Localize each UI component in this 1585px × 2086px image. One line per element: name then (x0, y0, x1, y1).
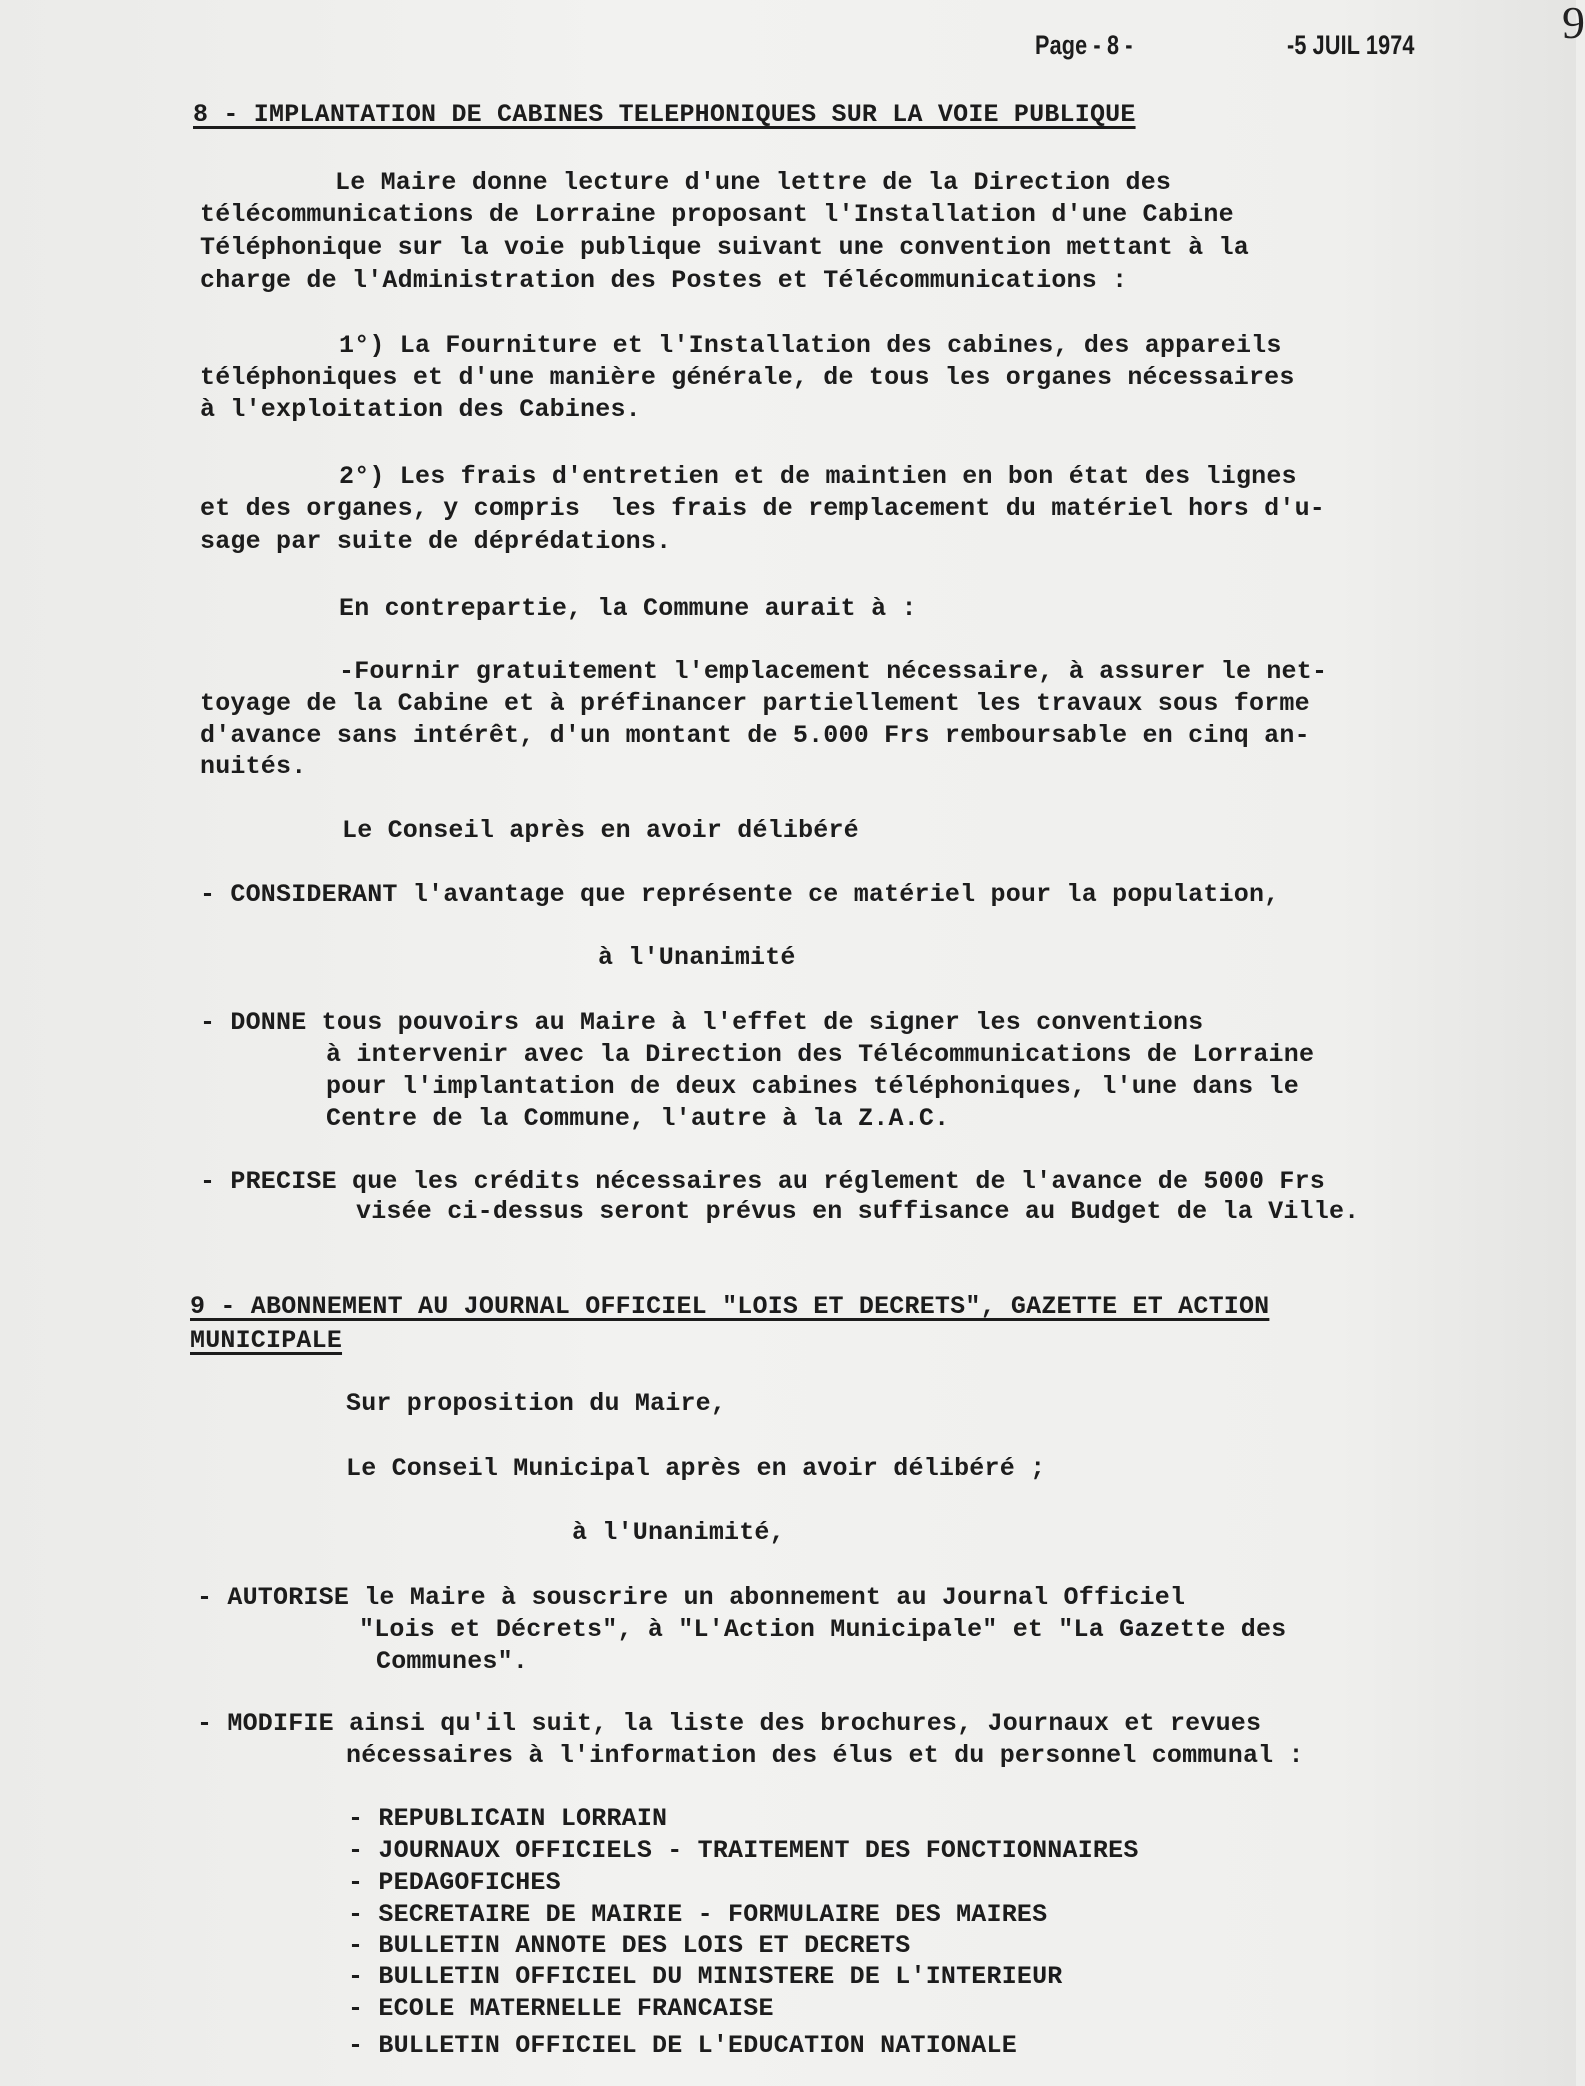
date-stamp: -5 JUIL 1974 (1287, 30, 1415, 60)
list-item: - SECRETAIRE DE MAIRIE - FORMULAIRE DES MAIRES (348, 1900, 1048, 1929)
paragraph-line: nécessaires à l'information des élus et du personnel communal : (346, 1741, 1304, 1770)
paragraph-line: "Lois et Décrets", à "L'Action Municipale" et "La Gazette des (359, 1615, 1287, 1644)
list-item: - ECOLE MATERNELLE FRANCAISE (348, 1994, 774, 2023)
paragraph-line: - AUTORISE le Maire à souscrire un abonnement au Journal Officiel (197, 1583, 1186, 1612)
paragraph-line: Le Maire donne lecture d'une lettre de la Direction des (335, 168, 1172, 197)
paragraph-line: - DONNE tous pouvoirs au Maire à l'effet de signer les conventions (200, 1008, 1204, 1037)
paragraph-line: d'avance sans intérêt, d'un montant de 5.000 Frs remboursable en cinq an- (200, 721, 1310, 750)
list-item: - PEDAGOFICHES (348, 1868, 561, 1897)
paragraph-line: Le Conseil après en avoir délibéré (342, 816, 859, 845)
list-item: - BULLETIN OFFICIEL DE L'EDUCATION NATIONALE (348, 2031, 1017, 2060)
list-item: - BULLETIN OFFICIEL DU MINISTERE DE L'INTERIEUR (348, 1962, 1063, 1991)
section-9-title: 9 - ABONNEMENT AU JOURNAL OFFICIEL "LOIS ET DECRETS", GAZETTE ET ACTION (190, 1292, 1270, 1321)
paragraph-line: téléphoniques et d'une manière générale, de tous les organes nécessaires (200, 363, 1295, 392)
paragraph-line: à l'Unanimité (598, 943, 796, 972)
paragraph-line: Communes". (376, 1647, 529, 1676)
list-item: - REPUBLICAIN LORRAIN (348, 1804, 668, 1833)
paragraph-line: Téléphonique sur la voie publique suivant une convention mettant à la (200, 233, 1249, 262)
paragraph-line: 2°) Les frais d'entretien et de maintien en bon état des lignes (339, 462, 1297, 491)
paragraph-line: à intervenir avec la Direction des Télécommunications de Lorraine (326, 1040, 1315, 1069)
paragraph-line: Centre de la Commune, l'autre à la Z.A.C. (326, 1104, 950, 1133)
paragraph-line: télécommunications de Lorraine proposant l'Installation d'une Cabine (200, 200, 1234, 229)
paragraph-line: à l'Unanimité, (572, 1518, 785, 1547)
paragraph-line: sage par suite de déprédations. (200, 527, 672, 556)
paragraph-line: - MODIFIE ainsi qu'il suit, la liste des brochures, Journaux et revues (197, 1709, 1262, 1738)
paragraph-line: charge de l'Administration des Postes et Télécommunications : (200, 266, 1128, 295)
paragraph-line: En contrepartie, la Commune aurait à : (339, 594, 917, 623)
paragraph-line: à l'exploitation des Cabines. (200, 395, 641, 424)
paragraph-line: nuités. (200, 752, 307, 781)
paragraph-line: visée ci-dessus seront prévus en suffisance au Budget de la Ville. (356, 1197, 1360, 1226)
page-number: Page - 8 - (1035, 30, 1133, 60)
paragraph-line: 1°) La Fourniture et l'Installation des cabines, des appareils (339, 331, 1282, 360)
list-item: - BULLETIN ANNOTE DES LOIS ET DECRETS (348, 1931, 911, 1960)
paragraph-line: -Fournir gratuitement l'emplacement nécessaire, à assurer le net- (339, 657, 1328, 686)
paragraph-line: et des organes, y compris les frais de remplacement du matériel hors d'u- (200, 494, 1325, 523)
section-8-title: 8 - IMPLANTATION DE CABINES TELEPHONIQUES SUR LA VOIE PUBLIQUE (193, 100, 1136, 129)
paragraph-line: pour l'implantation de deux cabines téléphoniques, l'une dans le (326, 1072, 1299, 1101)
paragraph-line: - PRECISE que les crédits nécessaires au réglement de l'avance de 5000 Frs (200, 1167, 1325, 1196)
page-edge-mark: 9 (1562, 0, 1585, 48)
section-9-title-cont: MUNICIPALE (190, 1326, 343, 1355)
paragraph-line: - CONSIDERANT l'avantage que représente ce matériel pour la population, (200, 880, 1280, 909)
list-item: - JOURNAUX OFFICIELS - TRAITEMENT DES FONCTIONNAIRES (348, 1836, 1139, 1865)
paragraph-line: Le Conseil Municipal après en avoir délibéré ; (346, 1454, 1046, 1483)
paragraph-line: Sur proposition du Maire, (346, 1389, 727, 1418)
paragraph-line: toyage de la Cabine et à préfinancer partiellement les travaux sous forme (200, 689, 1310, 718)
